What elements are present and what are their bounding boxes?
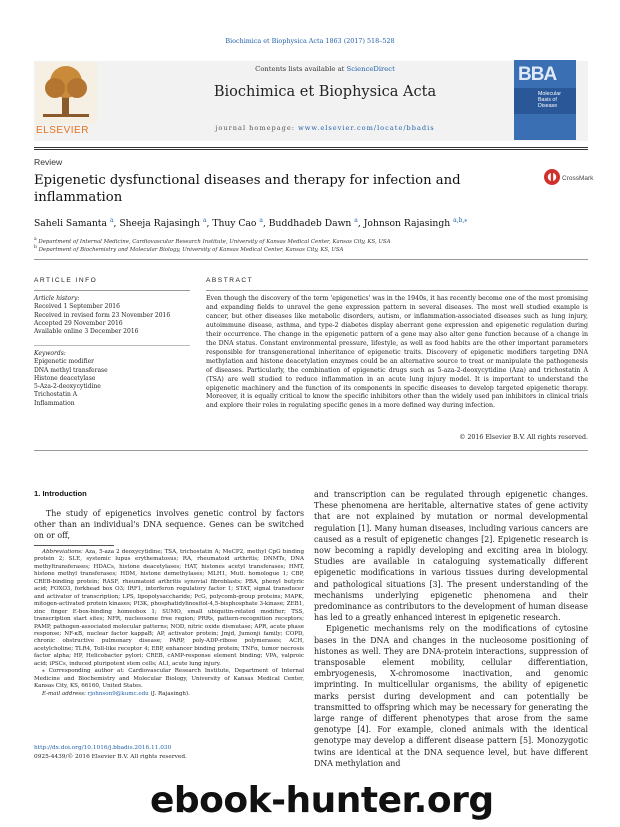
history-item: Received 1 September 2016: [34, 303, 120, 311]
author[interactable]: Thuy Cao: [212, 218, 257, 230]
issn-copyright: 0925-4439/© 2016 Elsevier B.V. All rights reserved.: [34, 754, 187, 760]
author-affiliation-mark: a: [354, 217, 358, 224]
paragraph: The study of epigenetics involves genetic control by factors other than an individual's DNA sequence. Genes can be switched on or off,: [34, 509, 304, 541]
author[interactable]: Sheeja Rajasingh: [119, 218, 200, 230]
history-item: Available online 3 December 2016: [34, 328, 139, 336]
history-item: Accepted 29 November 2016: [34, 319, 123, 327]
keywords-rule: [34, 345, 190, 346]
email-label: E-mail address:: [42, 690, 86, 697]
article-title: Epigenetic dysfunctional diseases and therapy for infection and inflammation: [34, 173, 461, 205]
crossmark-label: CrossMark: [562, 175, 594, 182]
keyword: Histone deacetylase: [34, 374, 96, 382]
affiliation-text: Department of Biochemistry and Molecular Biology, University of Kansas Medical Center, Kansas City, KS, USA: [38, 246, 344, 253]
affiliation-mark: a: [34, 237, 37, 242]
homepage-prefix: journal homepage:: [215, 124, 296, 132]
keyword: Trichostatin A: [34, 391, 78, 399]
author[interactable]: Saheli Samanta: [34, 218, 107, 230]
footnotes: [34, 549, 304, 698]
abbreviations-text: Aza, 5-aza 2 deoxycytidine; TSA, trichostatin A; MeCP2, methyl CpG binding protein 2; SLE, systemic lupus erythematosus; RA, rheumatoid arthritis; DNMTs, DNA methyltransferases; HDACs, histone deacetylases; HAT, histones acetyl transferases; HMT, histone methyl transferases; HDM, histone demethylases; MLH1, Mutl. homologue 1; CBP, CREB-binding protein; RASF, rheumatoid arthritis synovial fibroblasts; PBA, phenyl butyric acid; FOXO3, forkhead box O3; IRF1, interferon regulatory factor 1; STAT, signal transducer and activator of transcription; LPS, lipopolysaccharide; PcG, polycomb-group proteins; MAPK, mitogen-activated protein kinases; PI3K, phosphatidylinositol-4,5-bisphosphate 3-kinase; ZEB1, zinc finger E-box-binding homeobox 1; SUMO, small ubiquitin-related modifier; TSS, transcription start sites; NFR, nucleosome free region; PRRs, pattern-recognition receptors; PAMP, pathogen-associated molecular patterns; NOD, nitric oxide dismutase; APR, acute phase response; NF-κB, nuclear factor kappaB; AP, activator protein; Jmjd, Jumonji family; COPD, chronic obstructive pulmonary disease; PARP, poly-ADP-ribose polymerases; ACH, acetylcholine; TLR4, Toll-like receptor 4; EBP, enhancer binding protein; TNFα, tumor necrosis factor alpha; HP, Helicobacter pylori; CREB, cAMP-response element binding; VPA, valproic acid; iPSCs, induced pluripotent stem cells; ALI, acute lung injury.: [34, 549, 305, 667]
paragraph: Epigenetic mechanisms rely on the modifications of cytosine bases in the DNA and changes in the nucleosome positioning of histones as well. They are DNA-protein interactions, suppression of transposable element mobility, cellular differentiation, embryogenesis, X-chromosome inactivation, and genomic imprinting. In multicellular organisms, the ability of epigenetic marks persist during development and can potentially be transmitted to offspring which may be necessary for generating the large range of different phenotypes that arose from the same genotype [4]. For example, cloned animals with the identical genotype may develop a different disease pattern [5]. Monozygotic twins are identical at the DNA sequence level, but have different DNA methylation and: [314, 624, 588, 768]
article-info-heading: ARTICLE INFO: [34, 277, 98, 284]
elsevier-tree-logo: [35, 62, 97, 124]
author-affiliation-mark: a,b,⁎: [453, 217, 468, 224]
author-affiliation-mark: a: [259, 217, 263, 224]
author-affiliation-mark: a: [109, 217, 114, 224]
email-link[interactable]: rjohnson9@kumc.edu: [87, 690, 149, 697]
doi-link[interactable]: http://dx.doi.org/10.1016/j.bbadis.2016.11.030: [34, 745, 172, 751]
homepage-link[interactable]: www.elsevier.com/locate/bbadis: [298, 124, 435, 132]
abbreviations-label: Abbreviations:: [42, 549, 83, 555]
journal-homepage: [110, 124, 540, 132]
introduction-heading: 1. Introduction: [34, 489, 87, 498]
keyword: Inflammation: [34, 399, 75, 407]
journal-title: Biochimica et Biophysica Acta: [213, 84, 437, 100]
abstract-bottom-rule: [34, 450, 588, 451]
author-list: Saheli Samanta $^a$, Sheeja Rajasingh $^a$, Thuy Cao $^a$, Buddhadeb Dawn $^a$, Johnson Rajasingh $^{a,b,⁎}$: [34, 217, 468, 230]
crossmark-badge[interactable]: [543, 168, 594, 186]
history-label: Article history:: [34, 295, 80, 302]
paragraph: and transcription can be regulated through epigenetic changes. These phenomena are heritable, alternative states of gene activity that are not explained by mutation or normal developmental regulation [1]. Many human diseases, including various cancers are caused as a result of epigenetic changes [2]. Epigenetic research is now becoming a rapidly developing and exciting area in biology. Studies are available in cataloguing systematically different epigenetic modifications in various tissues during developmental and pathological situations [3]. The present understanding of the mechanisms underlying epigenetic phenomena and their predominance as contributors to the development of human disease has led to a greatly enhanced interest in epigenetic research.: [314, 490, 588, 623]
contents-prefix: Contents lists available at: [255, 65, 345, 73]
header-rule-2: [34, 149, 588, 150]
abstract-rule: [206, 290, 588, 291]
watermark: ebook-hunter.org: [150, 780, 494, 821]
corresponding-author-footnote: ⁎ Corresponding author at: Cardiovascular Research Institute, Department of Internal Medicine and Biochemistry and Molecular Biology, University of Kansas Medical Center, Kansas City, KS, 66160, United States.: [34, 668, 304, 690]
history-item: Received in revised form 23 November 2016: [34, 311, 171, 319]
affiliation: [34, 245, 343, 253]
abstract-heading: ABSTRACT: [206, 277, 254, 284]
affiliation: [34, 237, 391, 245]
article-history: [34, 295, 190, 336]
email-suffix: (J. Rajasingh).: [150, 690, 190, 697]
author[interactable]: Buddhadeb Dawn: [268, 218, 352, 230]
abstract-copyright: © 2016 Elsevier B.V. All rights reserved.: [459, 434, 588, 441]
introduction-column-1: [34, 508, 304, 542]
header-rule: [34, 147, 588, 148]
affiliation-text: Department of Internal Medicine, Cardiovascular Research Institute, University of Kansas Medical Center, Kansas City, KS, USA: [38, 238, 391, 245]
section-rule: [34, 259, 588, 260]
abbreviations-footnote: [34, 549, 304, 668]
journal-citation[interactable]: Biochimica et Biophysica Acta 1863 (2017) 518–528: [225, 37, 395, 45]
article-type: Review: [34, 157, 63, 167]
sciencedirect-link[interactable]: ScienceDirect: [346, 65, 395, 73]
article-info-rule: [34, 290, 190, 291]
keyword: DNA methyl transferase: [34, 366, 108, 374]
keywords-label: Keywords:: [34, 350, 66, 357]
keyword: Epigenetic modifier: [34, 358, 95, 366]
introduction-column-2: [314, 489, 588, 769]
keywords: [34, 350, 190, 408]
email-footnote: [34, 691, 304, 698]
publisher-logo-text: ELSEVIER: [36, 125, 89, 136]
affiliation-mark: b: [34, 245, 37, 250]
footnote-rule: [34, 545, 114, 546]
author[interactable]: Johnson Rajasingh: [363, 218, 451, 230]
journal-cover-thumbnail[interactable]: [514, 60, 576, 140]
cover-title: Molecular Basis of Disease: [538, 91, 561, 109]
abstract-text: Even though the discovery of the term 'epigenetics' was in the 1940s, it has recently become one of the most promising and expanding fields to unravel the gene expression pattern in several diseases. The most well studied example is cancer, but other diseases like metabolic disorders, autism, or inflammation-associated diseases such as lung injury, autoimmune disease, asthma, and type-2 diabetes display aberrant gene expression and epigenetic regulation during their occurrence. The change in the epigenetic pattern of a gene may also alter gene function because of a change in the DNA status. Constant environmental pressure, lifestyle, as well as food habits are the other important parameters responsible for transgenerational inheritance of epigenetic traits. Discovery of epigenetic modifiers targeting DNA methylation and histone deacetylation enzymes could be an alternative source to treat or manipulate the pathogenesis of diseases. Particularly, the combination of epigenetic drugs such as 5-aza-2-deoxycytidine (Aza) and trichostatin A (TSA) are well studied to reduce inflammation in an acute lung injury model. It is important to understand the epigenetic machinery and the function of its components in specific diseases to develop targeted epigenetic therapy. Moreover, it is equally critical to know the specific inhibitors other than the widely used pan inhibitors in clinical trials and explore their roles in regulating specific genes in a more defined way during infection.: [206, 295, 588, 410]
cover-acronym: BBA: [518, 64, 557, 85]
contents-line: [110, 65, 540, 73]
keyword: 5-Aza-2-deoxycytidine: [34, 383, 101, 391]
author-affiliation-mark: a: [202, 217, 207, 224]
